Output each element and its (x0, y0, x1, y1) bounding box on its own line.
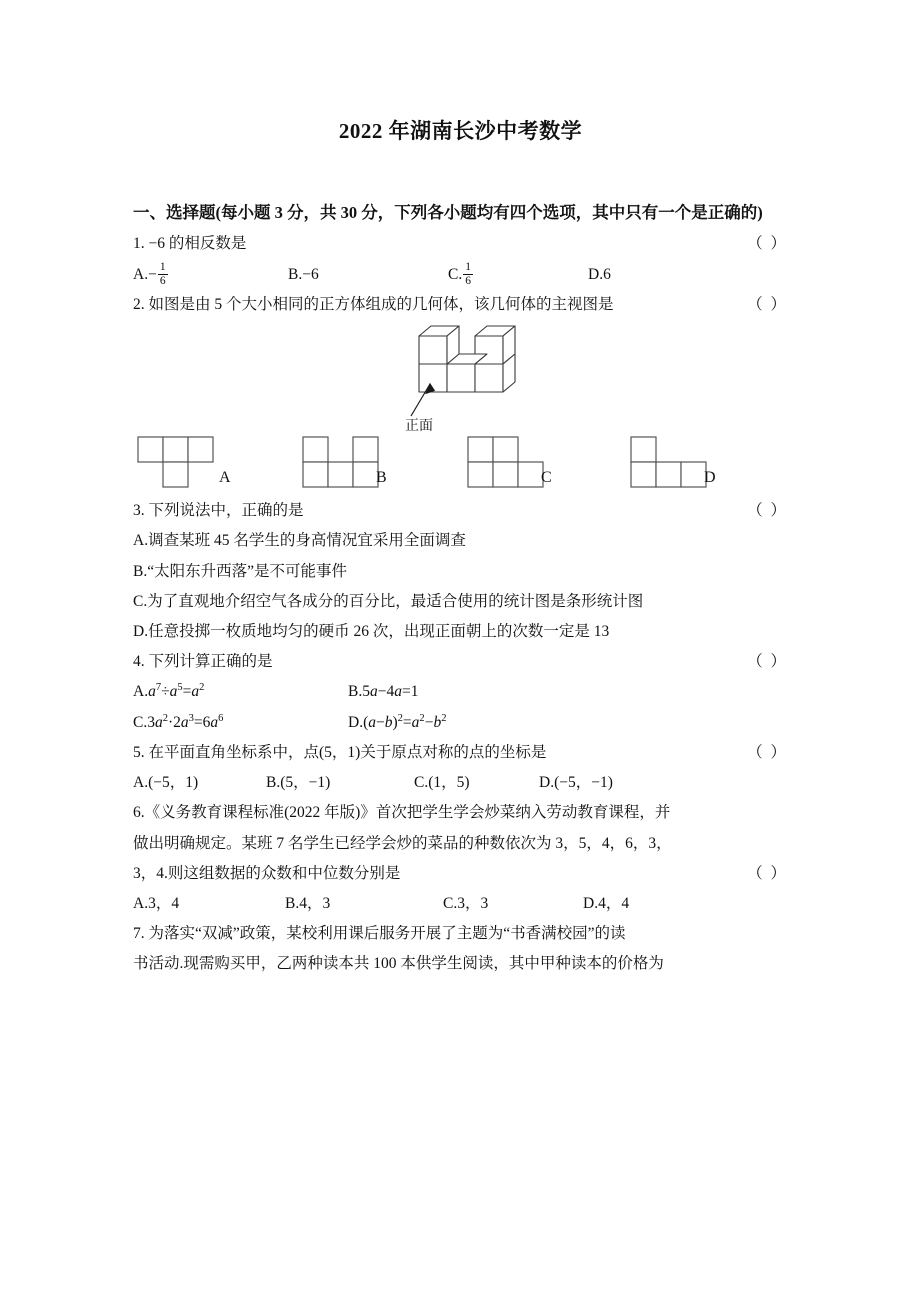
question-4-stem-text: 4. 下列计算正确的是 (133, 653, 273, 671)
option-c: C. $\frac{1}{6}$ (448, 261, 471, 287)
question-2-stem-text: 2. 如图是由 5 个大小相同的正方体组成的几何体，该几何体的主视图是 (133, 295, 614, 313)
option-c: $C.3a^2\cdot 2a^3=6a^6$ (133, 712, 224, 731)
option-b: B.5a−4a=1 (348, 683, 419, 701)
question-1-options (133, 260, 788, 290)
answer-parenthesis: （ ） (747, 502, 788, 520)
option-a: A.(−5，1) (133, 774, 199, 792)
option-figure-c (465, 434, 545, 488)
option-d: D.4，4 (583, 894, 630, 912)
option-a: A.3，4 (133, 894, 180, 912)
front-face-label: 正面 (405, 419, 433, 433)
question-5-stem-text: 5. 在平面直角坐标系中，点(5，1)关于原点对称的点的坐标是 (133, 743, 547, 761)
option-c: C.(1，5) (414, 774, 470, 792)
option-d: D.6 (588, 265, 611, 283)
question-1 (133, 229, 788, 289)
option-b: B.−6 (288, 265, 319, 283)
page-title: 2022 年湖南长沙中考数学 (338, 119, 583, 143)
page-content (133, 0, 788, 980)
option-figure-label-a: A (219, 469, 231, 487)
question-6 (133, 798, 788, 919)
option-b: B.(5，−1) (266, 774, 331, 792)
grid-shape-a (135, 434, 215, 488)
question-4-stem-line (133, 647, 788, 677)
grid-shape-b (300, 434, 380, 488)
option-d: $D.(a-b)^2=a^2-b^2$ (348, 712, 447, 731)
option-figure-label-d: D (704, 469, 716, 487)
answer-parenthesis: （ ） (747, 295, 788, 313)
question-6-stem-line-1: 6.《义务教育课程标准(2022 年版)》首次把学生学会炒菜纳入劳动教育课程，并 (133, 804, 671, 822)
option-b: B.4，3 (285, 894, 331, 912)
question-3 (133, 496, 788, 647)
question-6-stem-text-3: 3，4.则这组数据的众数和中位数分别是 (133, 864, 401, 882)
option-c: C.3，3 (443, 894, 489, 912)
question-4-options-row-2 (133, 708, 788, 738)
answer-parenthesis: （ ） (747, 653, 788, 671)
question-5 (133, 738, 788, 798)
question-7-stem-line-1: 7. 为落实“双减”政策，某校利用课后服务开展了主题为“书香满校园”的读 (133, 925, 626, 943)
question-3-option-c: C.为了直观地介绍空气各成分的百分比，最适合使用的统计图是条形统计图 (133, 592, 644, 610)
option-figure-label-b: B (376, 469, 387, 487)
question-2 (133, 290, 788, 496)
question-7-stem-line-2: 书活动.现需购买甲，乙两种读本共 100 本供学生阅读，其中甲种读本的价格为 (133, 955, 664, 973)
question-2-option-figures (133, 434, 788, 496)
answer-parenthesis: （ ） (747, 235, 788, 253)
isometric-cubes-diagram (403, 324, 603, 432)
option-a: A.− $\frac{1}{6}$ (133, 261, 166, 287)
question-3-stem-line (133, 496, 788, 526)
question-5-stem-line (133, 738, 788, 768)
question-1-stem-line (133, 229, 788, 259)
option-d: D.(−5，−1) (539, 774, 613, 792)
option-a: $A.a^7\div a^5=a^2$ (133, 682, 205, 701)
grid-shape-d (628, 434, 708, 488)
question-6-stem-line-2: 做出明确规定。某班 7 名学生已经学会炒的菜品的种数依次为 3，5，4，6，3， (133, 834, 672, 852)
option-figure-label-c: C (541, 469, 552, 487)
question-6-stem-line-3 (133, 859, 788, 889)
question-5-options (133, 768, 788, 798)
question-3-option-a: A.调查某班 45 名学生的身高情况宜采用全面调查 (133, 532, 466, 550)
answer-parenthesis: （ ） (747, 864, 788, 882)
question-2-solid-figure (133, 324, 788, 432)
answer-parenthesis: （ ） (747, 743, 788, 761)
question-3-option-d: D.任意投掷一枚质地均匀的硬币 26 次，出现正面朝上的次数一定是 13 (133, 623, 610, 640)
question-7 (133, 919, 788, 979)
option-figure-a (135, 434, 215, 488)
fraction-one-sixth: $\frac{1}{6}$ (465, 261, 471, 287)
question-4-options-row-1 (133, 677, 788, 707)
question-6-options (133, 889, 788, 919)
fraction-one-sixth: $\frac{1}{6}$ (159, 261, 166, 287)
question-3-stem-text: 3. 下列说法中，正确的是 (133, 502, 304, 520)
option-figure-d (628, 434, 708, 488)
question-3-option-b: B.“太阳东升西落”是不可能事件 (133, 562, 347, 580)
option-figure-b (300, 434, 380, 488)
question-4 (133, 647, 788, 738)
question-2-stem-line (133, 290, 788, 320)
section-heading: 一、选择题(每小题 3 分，共 30 分，下列各小题均有四个选项，其中只有一个是正确的) (133, 203, 763, 223)
grid-shape-c (465, 434, 545, 488)
question-1-stem-text: 1. −6 的相反数是 (133, 235, 247, 253)
